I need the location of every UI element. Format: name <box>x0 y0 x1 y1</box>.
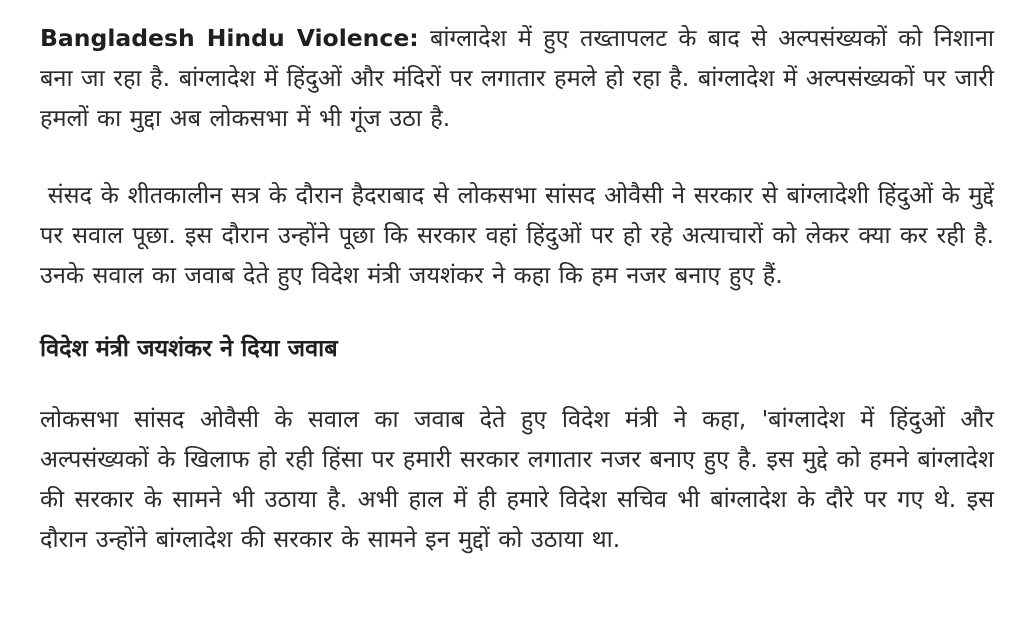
response-text: लोकसभा सांसद ओवैसी के सवाल का जवाब देते हुए विदेश मंत्री ने कहा, 'बांग्लादेश में हिंदुओं और अल्पसंख्यकों के खिलाफ हो रही हिंसा पर हमारी सरकार लगातार नजर बनाए हुए है. इस मुद्दे को हमने बांग्लादेश की सरकार के सामने भी उठाया है. अभी हाल में ही हमारे विदेश सचिव भी बांग्लादेश के दौरे पर गए थे. इस दौरान उन्होंने बांग्लादेश की सरकार के सामने इन मुद्दों को उठाया था. <box>40 405 994 553</box>
parliament-paragraph <box>40 175 994 295</box>
intro-text: बांग्लादेश में हुए तख्तापलट के बाद से अल्पसंख्यकों को निशाना बना जा रहा है. बांग्लादेश में हिंदुओं और मंदिरों पर लगातार हमले हो रहा है. बांग्लादेश में अल्पसंख्यकों पर जारी हमलों का मुद्दा अब लोकसभा में भी गूंज उठा है. <box>40 24 994 132</box>
response-paragraph <box>40 399 994 559</box>
parliament-text: संसद के शीतकालीन सत्र के दौरान हैदराबाद से लोकसभा सांसद ओवैसी ने सरकार से बांग्लादेशी हिंदुओं के मुद्दें पर सवाल पूछा. इस दौरान उन्होंने पूछा कि सरकार वहां हिंदुओं पर हो रहे अत्याचारों को लेकर क्या कर रही है. उनके सवाल का जवाब देते हुए विदेश मंत्री जयशंकर ने कहा कि हम नजर बनाए हुए हैं. <box>40 181 994 289</box>
intro-paragraph <box>40 18 994 138</box>
lead-label: Bangladesh Hindu Violence: <box>40 24 419 52</box>
section-heading: विदेश मंत्री जयशंकर ने दिया जवाब <box>40 334 338 362</box>
paragraph-indent <box>40 181 48 209</box>
